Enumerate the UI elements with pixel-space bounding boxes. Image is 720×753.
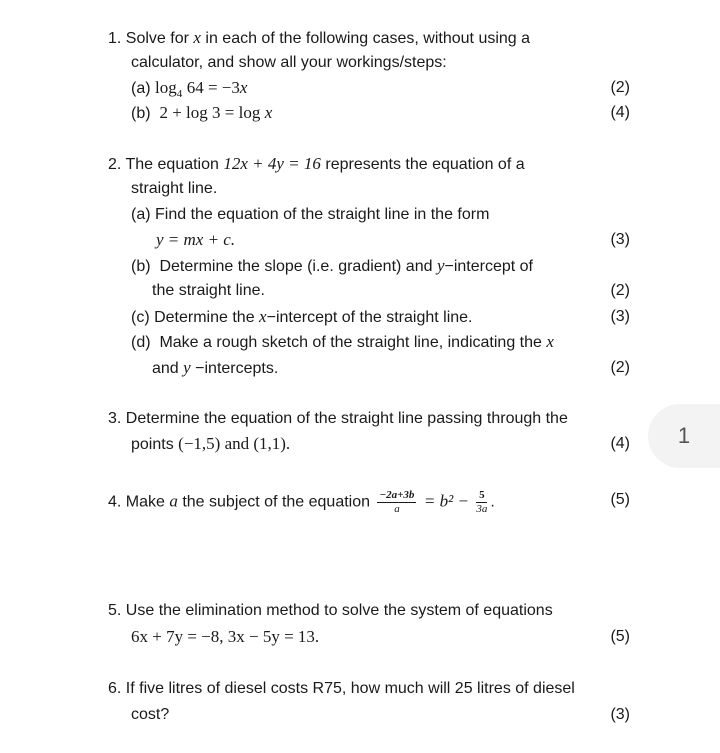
q1a-var: x [239,78,248,97]
q2c-marks: (3) [610,308,630,325]
q2b-text-pre: Determine the slope (i.e. gradient) and [159,258,433,275]
q4-frac2-den: 3a [476,503,488,515]
q2d-line2-pre: and [152,360,179,377]
q2a-marks: (3) [610,231,630,248]
q2d [131,331,554,354]
q4-frac2-num: 5 [476,489,487,503]
q4-marks: (5) [610,491,630,508]
q6-marks: (3) [610,706,630,723]
q4-fraction-2 [476,489,487,516]
q2b-label: (b) [131,258,151,275]
q1b-label: (b) [131,105,151,122]
q4-line [108,489,495,516]
q4-var-a: a [169,491,178,511]
q1b-var: x [264,103,273,122]
q1-line1 [108,27,530,50]
q2a-text: (a) Find the equation of the straight line in the form [131,206,490,223]
q2b-line2: the straight line. [152,282,265,299]
q5-line1: 5. Use the elimination method to solve the system of equations [108,602,553,619]
q2a-form: y = mx + c. [156,230,236,249]
q2-equation: 12x + 4y = 16 [223,154,321,173]
q4-frac1-num: −2a+3b [379,489,415,501]
q2b-text-post: −intercept of [444,258,533,275]
q2c-text-pre: (c) Determine the [131,309,255,326]
q4-text-pre: 4. Make [108,493,165,511]
q3-line2-pre: points [131,436,174,453]
q4-fraction-1 [377,489,416,516]
q4-text-post: the subject of the equation [182,493,371,511]
q2-line1 [108,153,525,176]
q3-points: (−1,5) and (1,1). [178,434,291,453]
q2c [131,306,473,329]
q1a-base: 4 [176,88,183,101]
q1-line2: calculator, and show all your workings/steps: [131,54,447,71]
q2c-text-post: −intercept of the straight line. [266,309,473,326]
q4-end: . [490,493,495,511]
q2-text-pre: 2. The equation [108,156,219,173]
q4-frac1-den: a [394,503,400,515]
q6-line2: cost? [131,706,170,723]
q1-text: 1. Solve for [108,30,189,47]
q2-line2: straight line. [131,180,218,197]
q2b-marks: (2) [610,282,630,299]
q1a-log: log [155,78,177,97]
q6-line1: 6. If five litres of diesel costs R75, how much will 25 litres of diesel [108,680,575,697]
q1b [131,102,272,125]
q1a-expr: 64 = −3 [186,78,240,97]
q2d-marks: (2) [610,359,630,376]
q2b [131,255,533,278]
q1a-marks: (2) [610,79,630,96]
q2-text-post: represents the equation of a [325,156,525,173]
q2c-var: x [259,307,267,326]
q5-marks: (5) [610,628,630,645]
q2d-line2-post: −intercepts. [195,360,279,377]
q1b-marks: (4) [610,104,630,121]
q2d-var: x [546,332,554,351]
q2d-text: Make a rough sketch of the straight line, indicating the [159,334,542,351]
q1-var-x: x [193,28,201,47]
q2d-var2: y [183,358,191,377]
page-number: 1 [677,423,691,448]
q5-equations: 6x + 7y = −8, 3x − 5y = 13. [131,627,320,646]
page-number-badge [648,404,720,468]
q1a-label: (a) [131,80,151,97]
q2b-var: y [436,256,445,275]
q3-line2 [131,433,290,456]
q1b-expr: 2 + log 3 = log [159,103,261,122]
q1-text-rest: in each of the following cases, without using a [205,30,531,47]
q2d-line2 [152,357,278,380]
q1a [131,77,247,105]
q4-eq-mid: = b² − [423,491,469,511]
q3-line1: 3. Determine the equation of the straight line passing through the [108,410,568,427]
q3-marks: (4) [610,435,630,452]
q2d-label: (d) [131,334,151,351]
